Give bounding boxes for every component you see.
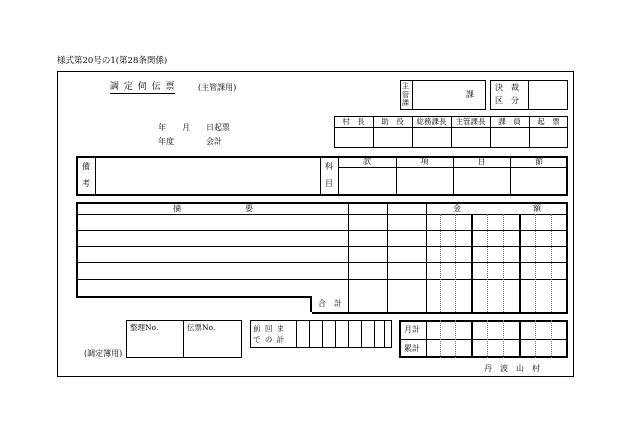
subject-header-kou: 項 [420, 157, 429, 166]
prev-col-line [361, 320, 362, 348]
prev-col-line [384, 320, 385, 348]
prev-total-label: 前 回 ま で の 計 [253, 324, 286, 344]
digit-line [503, 214, 504, 312]
prev-col-line [348, 320, 349, 348]
digit-line-thick [471, 214, 473, 312]
summary-header: 摘 要 [173, 204, 253, 213]
subject-label-char: 科 [325, 162, 333, 171]
total-label: 合 計 [318, 299, 342, 308]
dept-label-char: 管 [402, 90, 409, 99]
decision-label-2: 区 分 [495, 96, 519, 105]
amount-header: 金 額 [453, 204, 541, 213]
prev-col-line [335, 320, 336, 348]
remarks-label-divider [95, 156, 96, 196]
slip-no-label: 伝票No. [187, 323, 216, 332]
remarks-label-char: 備 [82, 162, 90, 171]
slip-title: 調 定 伺 伝 票 [110, 82, 176, 92]
approver-drafter: 起 票 [537, 117, 560, 126]
dept-box-divider [412, 80, 413, 110]
subject-header-setsu: 節 [535, 157, 543, 166]
slip-title-suffix: (主管課用) [198, 83, 237, 92]
cumulative-total-label: 累計 [404, 344, 420, 353]
digit-line [487, 320, 488, 358]
digit-line [455, 214, 456, 312]
reg-no-label: 整理No. [130, 323, 159, 332]
dept-label-char: 主 [402, 82, 409, 90]
detail-col-line [387, 202, 388, 312]
dept-label [402, 82, 411, 108]
footer-village: 丹 波 山 村 [484, 364, 540, 373]
digit-line-thick [519, 320, 521, 358]
ledger-note: (調定簿用) [84, 349, 123, 358]
approver-mayor: 村 長 [342, 117, 365, 126]
digit-line [551, 320, 552, 358]
prev-col-line [309, 320, 310, 348]
month-total-label-divider [426, 320, 427, 358]
detail-row-line [76, 246, 568, 247]
remarks-right-edge [320, 156, 321, 196]
detail-row-line [76, 262, 568, 263]
digit-line [440, 320, 441, 358]
month-total-label: 月計 [404, 325, 420, 334]
dept-label-char: 課 [402, 99, 409, 107]
dept-value[interactable]: 課 [466, 90, 474, 99]
approver-dept-head: 主管課長 [455, 117, 486, 126]
decision-label-1: 決 裁 [495, 83, 519, 92]
digit-line [455, 320, 456, 358]
digit-line [535, 214, 536, 312]
form-id: 様式第20号の1(第28条関係) [57, 56, 168, 66]
digit-line-thick [519, 214, 521, 312]
digit-line [535, 320, 536, 358]
digit-line [440, 214, 441, 312]
detail-col-line [348, 202, 349, 312]
subject-header-moku: 目 [477, 157, 486, 166]
approver-deputy: 助 役 [381, 117, 404, 126]
remarks-label-char: 考 [82, 179, 90, 188]
fiscal-line: 年度 会計 [158, 137, 222, 146]
prev-col-line [374, 320, 375, 348]
detail-col-line [426, 202, 427, 312]
approver-staff: 課 員 [498, 117, 521, 126]
approver-general-affairs: 総務課長 [416, 117, 447, 126]
prev-col-line [322, 320, 323, 348]
prev-col-line [296, 320, 297, 348]
detail-row-line [76, 279, 568, 280]
detail-table-bottom [312, 312, 568, 314]
decision-box-divider [528, 80, 529, 110]
date-line: 年 月 日起票 [158, 123, 230, 132]
subject-label-char: 目 [325, 179, 333, 188]
digit-line [487, 214, 488, 312]
subject-header-kan: 款 [363, 157, 371, 166]
digit-line-thick [471, 320, 473, 358]
digit-line [503, 320, 504, 358]
number-box-divider [183, 320, 184, 358]
month-total-divider [399, 339, 568, 340]
detail-table-notch [76, 296, 312, 312]
digit-line [551, 214, 552, 312]
detail-row-line [76, 230, 568, 231]
detail-header-divider [76, 214, 568, 215]
